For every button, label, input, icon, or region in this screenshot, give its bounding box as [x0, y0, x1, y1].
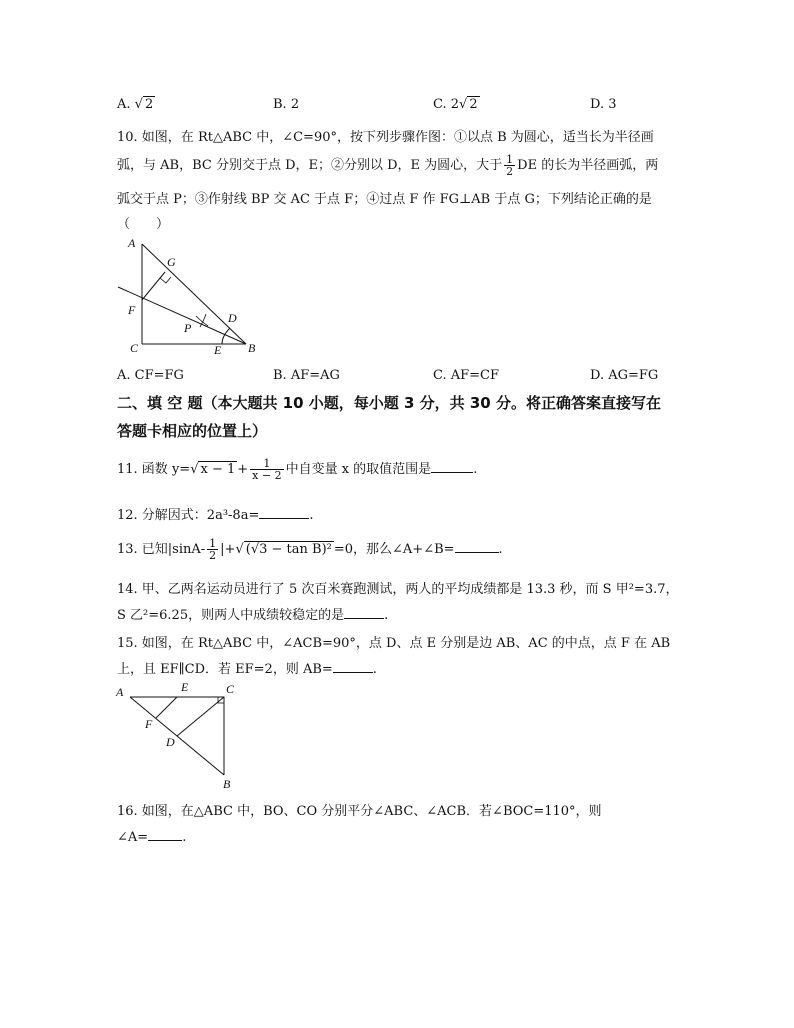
- q10-option-b: B. AF=AG: [273, 368, 340, 383]
- q15-segment-ef: [156, 697, 177, 718]
- q10-segment-fg: [142, 272, 165, 300]
- q10-right-angle-g: [160, 277, 171, 283]
- q13-line: 13. 已知|sinA- $\frac{1}{2}$ |+√ (√3 − tan B)² =0，那么∠A+∠B= .: [117, 537, 503, 562]
- q15-line-1: 15. 如图，在 Rt△ABC 中，∠ACB=90°，点 D、点 E 分别是边 AB、AC 的中点，点 F 在 AB: [117, 636, 671, 651]
- q13-answer-blank[interactable]: [455, 540, 499, 553]
- q14-line-2: S 乙²=6.25，则两人中成绩较稳定的是 .: [117, 608, 389, 623]
- section-heading-line-2: 答题卡相应的位置上）: [117, 422, 268, 440]
- q15-label-a: A: [116, 685, 124, 699]
- q15-label-e: E: [181, 680, 189, 694]
- q15-line-2: 上，且 EF∥CD．若 EF=2，则 AB= .: [117, 662, 377, 677]
- q11-answer-blank[interactable]: [431, 460, 473, 473]
- q10-label-g: G: [167, 255, 176, 269]
- q10-side-ab: [142, 244, 246, 344]
- q10-line-3: 弧交于点 P；③作射线 BP 交 AC 于点 F；④过点 F 作 FG⊥AB 于点 G；下列结论正确的是: [117, 192, 652, 207]
- q15-figure: [112, 680, 247, 792]
- q15-answer-blank[interactable]: [333, 660, 373, 673]
- q9-option-c: C. 2√ 2: [433, 97, 478, 112]
- q15-label-d: D: [166, 735, 175, 749]
- q12-line: 12. 分解因式：2a³-8a= .: [117, 508, 314, 523]
- q12-answer-blank[interactable]: [259, 506, 309, 519]
- q15-segment-cd: [177, 697, 224, 736]
- section-heading-line-1: 二、填 空 题（本大题共 10 小题，每小题 3 分，共 30 分。将正确答案直接写在: [117, 394, 661, 412]
- q10-label-p: P: [184, 321, 192, 335]
- q10-line-4: （ ）: [117, 217, 170, 232]
- q11-fraction: $\frac{1}{x - 2}$: [252, 457, 282, 482]
- q10-label-f: F: [128, 303, 136, 317]
- q14-line-1: 14. 甲、乙两名运动员进行了 5 次百米赛跑测试，两人的平均成绩都是 13.3 秒，而 S 甲²=3.7，: [117, 582, 679, 597]
- q15-label-b: B: [223, 777, 231, 791]
- q11-line: 11. 函数 y=√ x − 1 + $\frac{1}{x - 2}$ 中自变量 x 的取值范围是 .: [117, 457, 478, 482]
- q9-option-a: A. √ 2: [117, 97, 154, 112]
- q15-label-c: C: [226, 682, 235, 696]
- q10-figure: [110, 232, 270, 357]
- q13-fraction: $\frac{1}{2}$: [209, 537, 217, 562]
- q10-option-a: A. CF=FG: [117, 368, 184, 383]
- q16-line-1: 16. 如图，在△ABC 中，BO、CO 分别平分∠ABC、∠ACB．若∠BOC=110°，则: [117, 804, 602, 819]
- q16-answer-blank[interactable]: [148, 828, 182, 841]
- q10-label-c: C: [130, 341, 139, 355]
- q10-fraction: $\frac{1}{2}$: [506, 153, 514, 178]
- q9-option-d: D. 3: [590, 97, 617, 112]
- q9-option-b: B. 2: [273, 97, 300, 112]
- q10-option-c: C. AF=CF: [433, 368, 500, 383]
- q10-option-d: D. AG=FG: [590, 368, 659, 383]
- q10-line-2: 弧，与 AB，BC 分别交于点 D，E；②分别以 D，E 为圆心，大于 $\frac{1}{2}$ DE 的长为半径画弧，两: [117, 153, 659, 178]
- q10-line-1: 10. 如图，在 Rt△ABC 中，∠C=90°，按下列步骤作图：①以点 B 为圆心，适当长为半径画: [117, 130, 654, 145]
- q10-ray-bp: [118, 287, 246, 344]
- q10-label-a: A: [128, 236, 136, 250]
- q10-label-b: B: [248, 341, 256, 355]
- q16-line-2: ∠A= .: [117, 830, 187, 845]
- q10-label-d: D: [228, 311, 237, 325]
- q15-label-f: F: [145, 717, 153, 731]
- q14-answer-blank[interactable]: [344, 606, 384, 619]
- q10-label-e: E: [214, 343, 222, 357]
